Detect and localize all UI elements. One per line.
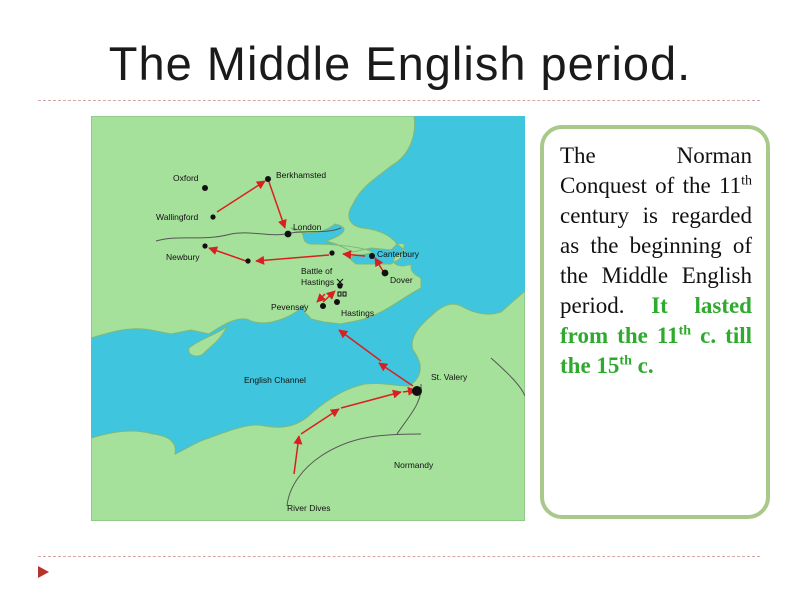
- slide-title: The Middle English period.: [108, 37, 692, 90]
- label-berkhamsted: Berkhamsted: [276, 170, 327, 180]
- desc-sup-1: th: [741, 173, 752, 189]
- town-newbury: [202, 243, 207, 248]
- town-stvalery: [412, 386, 422, 396]
- desc-sup-3: th: [619, 353, 632, 369]
- desc-sup-2: th: [678, 323, 692, 339]
- slide-bullet-icon: [38, 566, 49, 578]
- label-newbury: Newbury: [166, 252, 200, 262]
- desc-part-4: c. till the 15: [560, 323, 752, 378]
- label-river-dives: River Dives: [287, 503, 331, 513]
- label-battle-line1: Battle of: [301, 266, 333, 276]
- desc-part-5: c.: [631, 353, 654, 378]
- label-oxford: Oxford: [173, 173, 199, 183]
- description-box: [540, 125, 770, 519]
- description-text: [560, 141, 752, 381]
- label-st-valery: St. Valery: [431, 372, 468, 382]
- label-battle-line2: Hastings: [301, 277, 335, 287]
- desc-part-1: The Norman Conquest of the 11: [560, 143, 752, 198]
- label-english-channel: English Channel: [244, 375, 306, 385]
- town-rochester: [329, 250, 334, 255]
- town-midpoint: [245, 258, 250, 263]
- desc-part-3: It lasted from the 11: [560, 293, 752, 348]
- desc-part-2: century is regarded as the beginning of the Middle English period.: [560, 203, 752, 318]
- label-pevensey: Pevensey: [271, 302, 309, 312]
- town-pevensey: [320, 303, 326, 309]
- label-london: London: [293, 222, 322, 232]
- town-dover: [382, 270, 389, 277]
- label-dover: Dover: [390, 275, 413, 285]
- norman-conquest-map: [91, 116, 525, 521]
- town-wallingford: [210, 214, 215, 219]
- label-wallingford: Wallingford: [156, 212, 199, 222]
- label-canterbury: Canterbury: [377, 249, 420, 259]
- label-normandy: Normandy: [394, 460, 434, 470]
- town-canterbury: [369, 253, 375, 259]
- label-hastings: Hastings: [341, 308, 375, 318]
- top-divider: [38, 100, 760, 101]
- town-oxford: [202, 185, 208, 191]
- bottom-divider: [38, 556, 760, 557]
- town-london: [285, 231, 292, 238]
- town-berkhamsted: [265, 176, 271, 182]
- town-hastings: [334, 299, 340, 305]
